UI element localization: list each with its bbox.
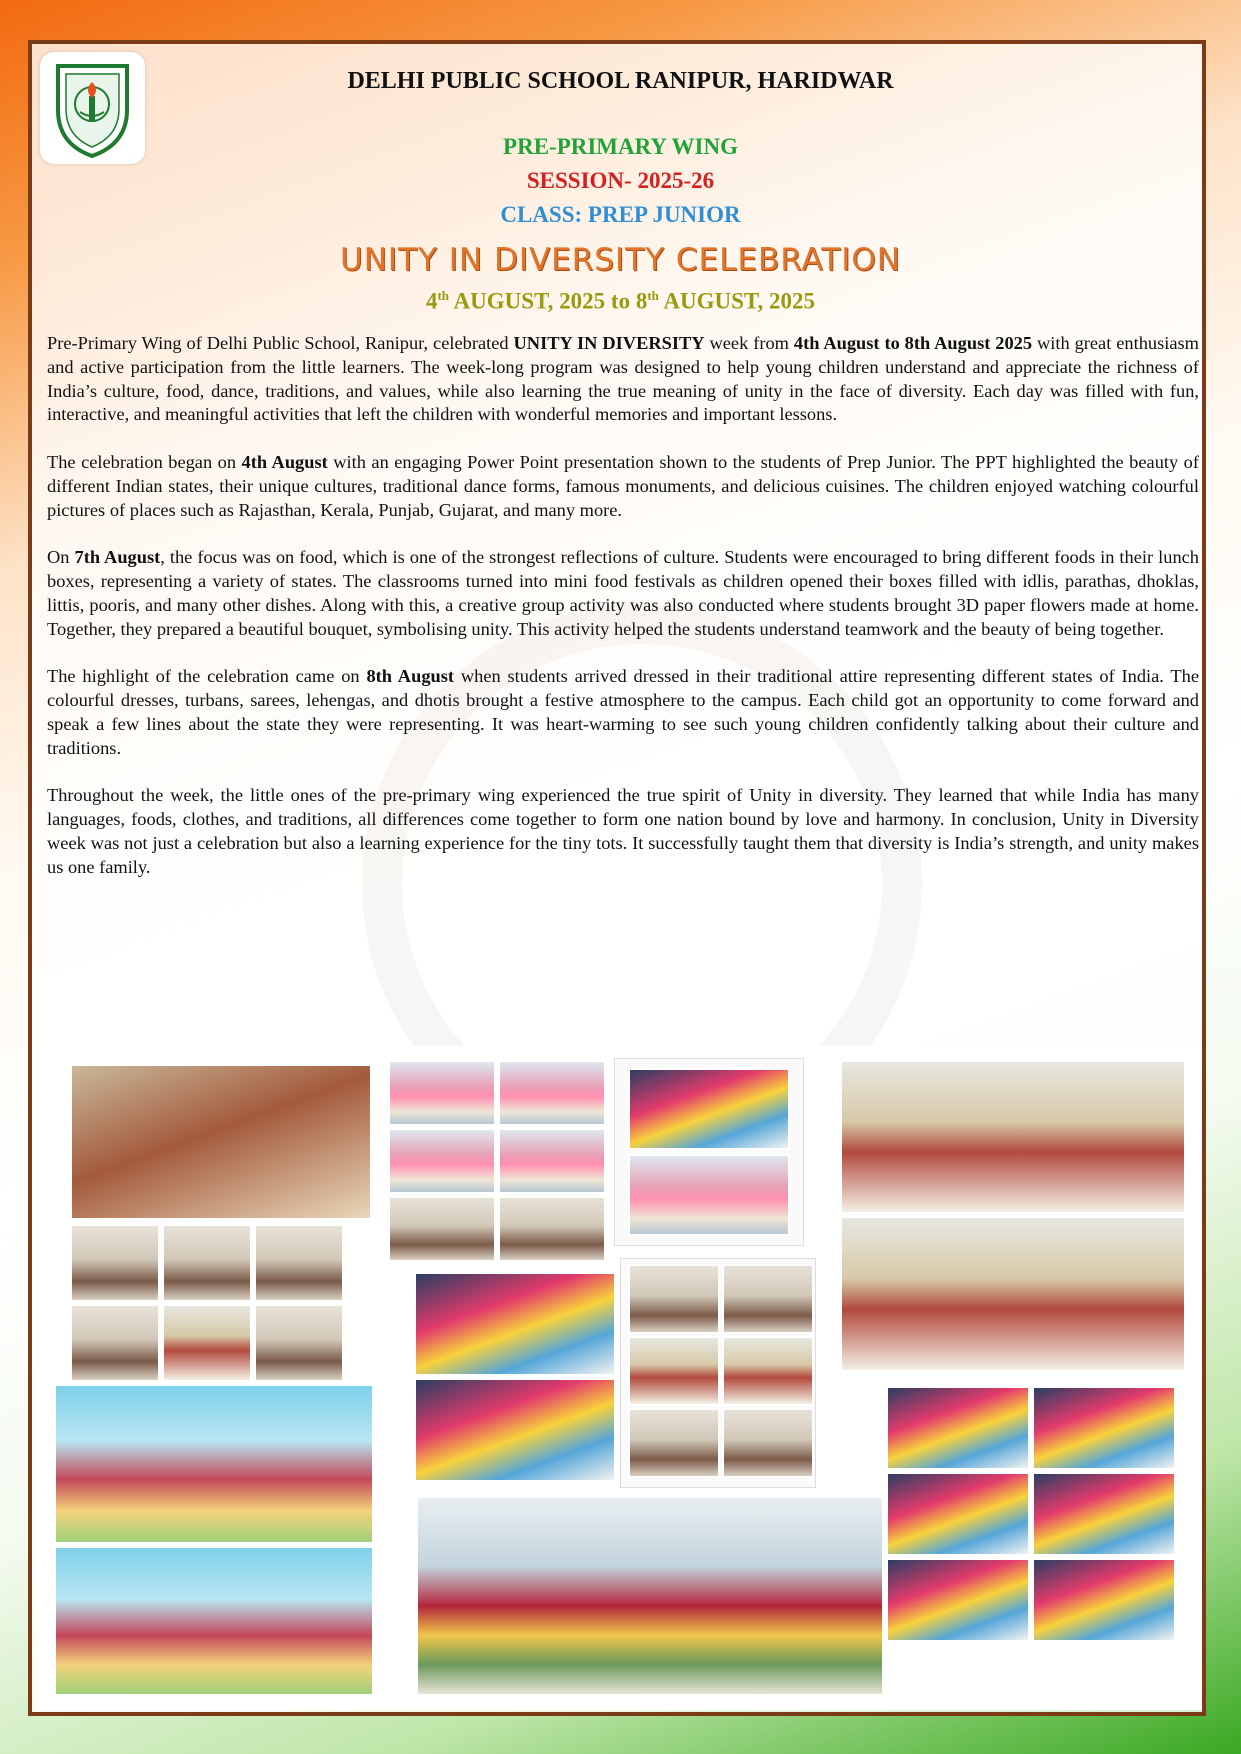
- wing-heading: PRE-PRIMARY WING: [503, 134, 738, 159]
- event-title: UNITY IN DIVERSITY CELEBRATION: [340, 242, 901, 278]
- photo-campus-group: [416, 1496, 884, 1696]
- photo-flower-cone: [1032, 1472, 1176, 1556]
- paragraph-conclusion: Throughout the week, the little ones of the pre-primary wing experienced the true spirit of Unity in diversity. They learned that while India has many languages, foods, clothes, and traditions, all differences come together to form one nation bound by love and harmony. In conclusion, Unity in Diversity week was not just a celebration but also a learning experience for the tiny tots. It successfully taught them that diversity is India’s strength, and unity makes us one family.: [47, 785, 1199, 877]
- photo-attire: [628, 1408, 720, 1478]
- photo-attire: [162, 1304, 252, 1382]
- photo-flower-cone: [886, 1558, 1030, 1642]
- photo-attire: [254, 1304, 344, 1382]
- event-dates: 4th AUGUST, 2025 to 8th AUGUST, 2025: [425, 288, 816, 314]
- photo-paper-flowers: [414, 1272, 616, 1376]
- photo-ppt-session: [628, 1068, 790, 1150]
- article-body: [47, 332, 1199, 903]
- paragraph-day-2: On 7th August, the focus was on food, which is one of the strongest reflections of culture. Students were encouraged to bring different foods in their lunch boxes, representing a variety of states. The classrooms turned into mini food festivals as children opened their boxes filled with idlis, parathas, dhoklas, littis, pooris, and many other dishes. Along with this, a creative group activity was also conducted where students brought 3D paper flowers made at home. Together, they prepared a beautiful bouquet, symbolising unity. This activity helped the students understand teamwork and the beauty of being together.: [47, 547, 1199, 639]
- photo-class-group: [840, 1216, 1186, 1372]
- photo-attire: [498, 1060, 606, 1126]
- photo-attire: [722, 1264, 814, 1334]
- paragraph-day-1: The celebration began on 4th August with an engaging Power Point presentation shown to the students of Prep Junior. The PPT highlighted the beauty of different Indian states, their unique cultures, traditional dance forms, famous monuments, and delicious cuisines. The children enjoyed watching colourful pictures of places such as Rajasthan, Kerala, Punjab, Gujarat, and many more.: [47, 451, 1199, 520]
- photo-collage: [36, 1046, 1202, 1710]
- photo-attire: [162, 1224, 252, 1302]
- photo-ppt-session: [628, 1154, 790, 1236]
- photo-attire: [498, 1128, 606, 1194]
- photo-child-lunchbox: [70, 1064, 372, 1220]
- school-name: DELHI PUBLIC SCHOOL RANIPUR, HARIDWAR: [347, 68, 894, 94]
- photo-attire: [628, 1336, 720, 1406]
- paragraph-day-3: The highlight of the celebration came on 8th August when students arrived dressed in their traditional attire representing different states of India. The colourful dresses, turbans, sarees, lehengas, and dhotis brought a festive atmosphere to the campus. Each child got an opportunity to come forward and speak a few lines about the state they were representing. It was heart-warming to see such young children confidently talking about their culture and traditions.: [47, 666, 1199, 758]
- photo-attire: [70, 1304, 160, 1382]
- class-heading: CLASS: PREP JUNIOR: [500, 202, 741, 227]
- photo-group-mural: [54, 1384, 374, 1544]
- paragraph-intro: Pre-Primary Wing of Delhi Public School, Ranipur, celebrated UNITY IN DIVERSITY week from 4th August to 8th August 2025 with great enthusiasm and active participation from the little learners. The week-long program was designed to help young children understand and appreciate the richness of India’s culture, food, dance, traditions, and values, while also learning the true meaning of unity in the face of diversity. Each day was filled with fun, interactive, and meaningful activities that left the children with wonderful memories and important lessons.: [47, 333, 1199, 425]
- photo-group-mural: [54, 1546, 374, 1696]
- photo-attire: [254, 1224, 344, 1302]
- photo-attire: [628, 1264, 720, 1334]
- session-heading: SESSION- 2025-26: [526, 168, 715, 193]
- photo-flower-cone: [1032, 1386, 1176, 1470]
- photo-flower-cone: [886, 1386, 1030, 1470]
- photo-paper-flowers: [414, 1378, 616, 1482]
- photo-attire: [388, 1128, 496, 1194]
- photo-attire: [722, 1408, 814, 1478]
- photo-flower-cone: [1032, 1558, 1176, 1642]
- photo-attire: [388, 1196, 496, 1262]
- photo-attire: [722, 1336, 814, 1406]
- photo-class-group: [840, 1060, 1186, 1214]
- photo-attire: [70, 1224, 160, 1302]
- photo-attire: [498, 1196, 606, 1262]
- photo-flower-cone: [886, 1472, 1030, 1556]
- photo-attire: [388, 1060, 496, 1126]
